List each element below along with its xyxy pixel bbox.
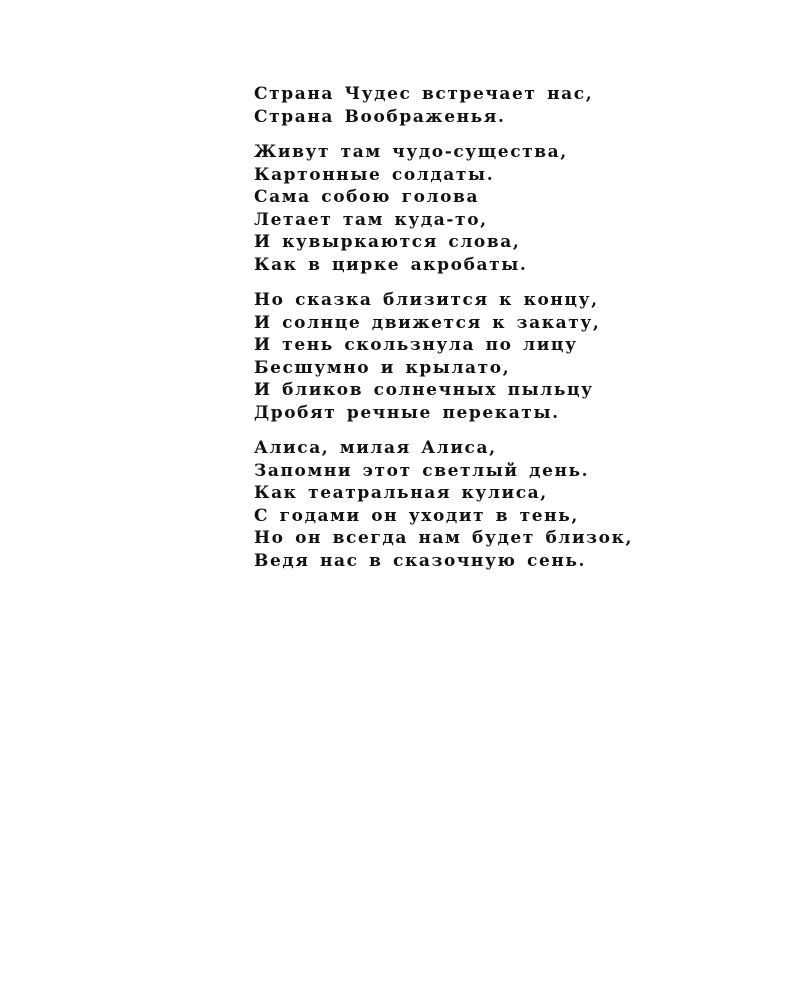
stanza-4 [254, 437, 774, 572]
poem-line: Дробят речные перекаты. [254, 402, 560, 423]
poem-line: Ведя нас в сказочную сень. [254, 550, 587, 571]
poem-line: Как в цирке акробаты. [254, 254, 528, 275]
poem-line: И тень скользнула по лицу [254, 335, 578, 355]
poem-line: Но сказка близится к концу, [254, 290, 599, 310]
poem-line: И кувыркаются слова, [254, 232, 521, 252]
stanza-2 [254, 141, 774, 276]
poem-line: С годами он уходит в тень, [254, 505, 579, 526]
poem-line: Страна Чудес встречает нас, [254, 84, 594, 104]
poem [254, 83, 774, 585]
poem-line: И бликов солнечных пыльцу [254, 380, 594, 400]
poem-line: Алиса, милая Алиса, [254, 438, 497, 458]
poem-line: И солнце движется к закату, [254, 312, 601, 333]
poem-line: Как театральная кулиса, [254, 483, 548, 503]
poem-line: Картонные солдаты. [254, 164, 495, 185]
poem-line: Летает там куда-то, [254, 209, 488, 230]
poem-line: Живут там чудо-существа, [254, 142, 568, 162]
poem-line: Страна Воображенья. [254, 106, 506, 127]
poem-line: Запомни этот светлый день. [254, 460, 590, 481]
stanza-3 [254, 289, 774, 424]
stanza-1 [254, 83, 774, 128]
poem-line: Но он всегда нам будет близок, [254, 528, 633, 548]
poem-line: Сама собою голова [254, 187, 480, 207]
poem-line: Бесшумно и крылато, [254, 357, 511, 378]
